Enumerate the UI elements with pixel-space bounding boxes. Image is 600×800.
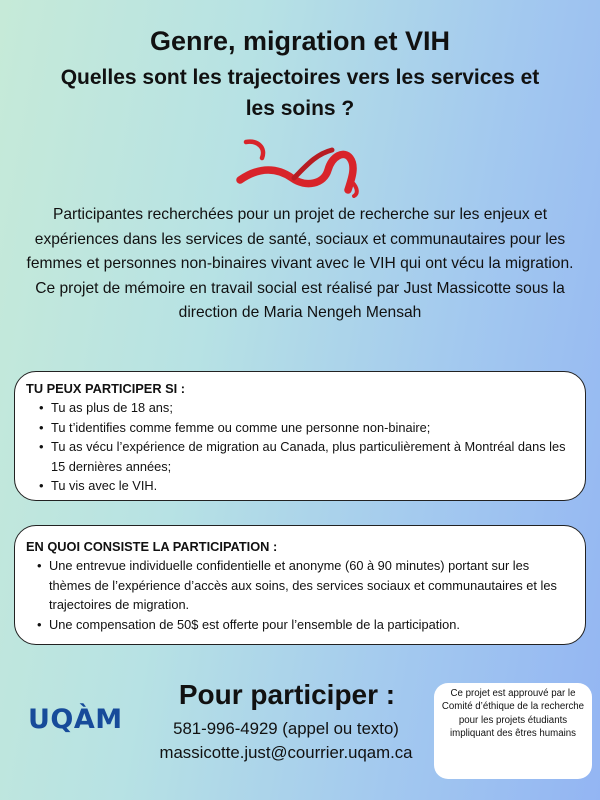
ethics-note: Ce projet est approuvé par le Comité d’éthique de la recherche pour les projets étudiants impliquant des êtres humains (434, 683, 592, 779)
participation-heading: EN QUOI CONSISTE LA PARTICIPATION : (26, 539, 278, 554)
email-address: massicotte.just@courrier.uqam.ca (159, 743, 413, 762)
cta-heading: Pour participer : (178, 679, 396, 710)
intro-text (14, 203, 586, 326)
eligibility-heading: TU PEUX PARTICIPER SI : (26, 381, 186, 396)
page-subtitle: Quelles sont les trajectoires vers les services et les soins ? (60, 66, 540, 120)
list-item: • Une compensation de 50$ est offerte pour l’ensemble de la participation. (26, 615, 571, 635)
list-item: • Tu vis avec le VIH. (26, 476, 571, 496)
eligibility-list (26, 398, 571, 496)
list-item: • Une entrevue individuelle confidentielle et anonyme (60 à 90 minutes) portant sur les thèmes de l’expérience d’accès aux soins, des services sociaux et communautaires et les trajectoires de migration. (26, 556, 571, 615)
intro-paragraph: Ce projet de mémoire en travail social est réalisé par Just Massicotte sous la direction de Maria Nengeh Mensah (35, 279, 565, 321)
participation-box (14, 525, 586, 645)
uqam-logo: UQÀM (28, 704, 123, 735)
phone-number: 581-996-4929 (appel ou texto) (173, 719, 399, 738)
red-ribbon-icon (232, 136, 364, 198)
list-item: • Tu t’identifies comme femme ou comme une personne non-binaire; (26, 418, 571, 438)
eligibility-box (14, 371, 586, 501)
page-title: Genre, migration et VIH (149, 26, 451, 56)
list-item: • Tu as plus de 18 ans; (26, 398, 571, 418)
participation-list (26, 556, 571, 634)
intro-paragraph: Participantes recherchées pour un projet de recherche sur les enjeux et expériences dans les services de santé, sociaux et communautaires pour les femmes et personnes non-binaires vivant avec le VIH qui ont vécu la migration. (26, 206, 574, 272)
list-item: • Tu as vécu l’expérience de migration au Canada, plus particulièrement à Montréal dans les 15 dernières années; (26, 437, 571, 476)
